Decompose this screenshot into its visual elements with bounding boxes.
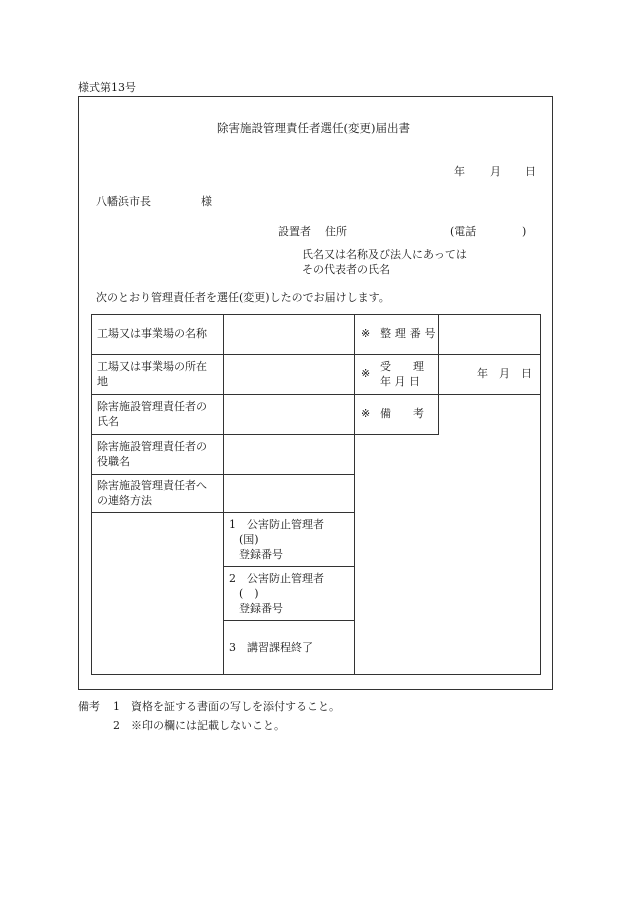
qualification-3: 3 講習課程終了 [229, 641, 313, 654]
date-day-label: 日 [525, 165, 536, 178]
notes-label: 備考 [78, 700, 100, 713]
intro-text: 次のとおり管理責任者を選任(変更)したのでお届けします。 [96, 291, 390, 304]
table-line [223, 620, 354, 621]
applicant-label: 設置者 [278, 225, 311, 238]
form-frame [78, 96, 553, 690]
factory-location-label-cont: 地 [97, 375, 108, 388]
form-number: 様式第13号 [78, 81, 136, 94]
manager-position-label-cont: 役職名 [97, 455, 130, 468]
applicant-name-line1: 氏名又は名称及び法人にあっては [302, 248, 467, 261]
phone-close: ) [522, 225, 527, 238]
qualification-2-line3: 登録番号 [239, 602, 283, 615]
qualification-2-line1: 2 公害防止管理者 [229, 572, 324, 585]
phone-label: (電話 [450, 225, 477, 238]
factory-location-label: 工場又は事業場の所在 [97, 360, 207, 373]
table-line [91, 354, 541, 355]
manager-name-label: 除害施設管理責任者の [97, 400, 207, 413]
manager-name-label-cont: 氏名 [97, 415, 119, 428]
qualification-1-line3: 登録番号 [239, 548, 283, 561]
table-line [540, 314, 541, 675]
applicant-name-line2: その代表者の氏名 [302, 263, 390, 276]
table-line [354, 434, 438, 435]
table-line [91, 674, 541, 675]
table-line [223, 566, 354, 567]
address-label: 住所 [325, 225, 347, 238]
table-line [223, 314, 224, 675]
manager-contact-label: 除害施設管理責任者へ [97, 479, 207, 492]
table-line [354, 314, 355, 675]
qualification-2-line2: ( ) [239, 587, 259, 600]
note-2: 2 ※印の欄には記載しないこと。 [113, 719, 285, 732]
official-use-mark: ※ [361, 407, 371, 420]
official-use-mark: ※ [361, 327, 371, 340]
reference-number-label: 整理番号 [380, 327, 440, 340]
table-line [91, 394, 541, 395]
addressee-name: 八幡浜市長 [96, 195, 151, 208]
qualification-1-line2: (国) [239, 533, 259, 546]
table-line [91, 314, 541, 315]
table-line [91, 314, 92, 675]
receipt-label-cont: 年 月 日 [380, 375, 420, 388]
receipt-date: 年 月 日 [477, 367, 532, 380]
note-1: 1 資格を証する書面の写しを添付すること。 [113, 700, 340, 713]
date-year-label: 年 [454, 165, 465, 178]
qualification-1-line1: 1 公害防止管理者 [229, 518, 324, 531]
manager-contact-label-cont: の連絡方法 [97, 494, 152, 507]
official-use-mark: ※ [361, 367, 371, 380]
receipt-label: 受 理 [380, 360, 424, 373]
date-month-label: 月 [490, 165, 501, 178]
factory-name-label: 工場又は事業場の名称 [97, 327, 207, 340]
remarks-label: 備 考 [380, 407, 424, 420]
manager-position-label: 除害施設管理責任者の [97, 440, 207, 453]
form-title: 除害施設管理責任者選任(変更)届出書 [217, 121, 410, 135]
addressee-honorific: 様 [201, 195, 212, 208]
